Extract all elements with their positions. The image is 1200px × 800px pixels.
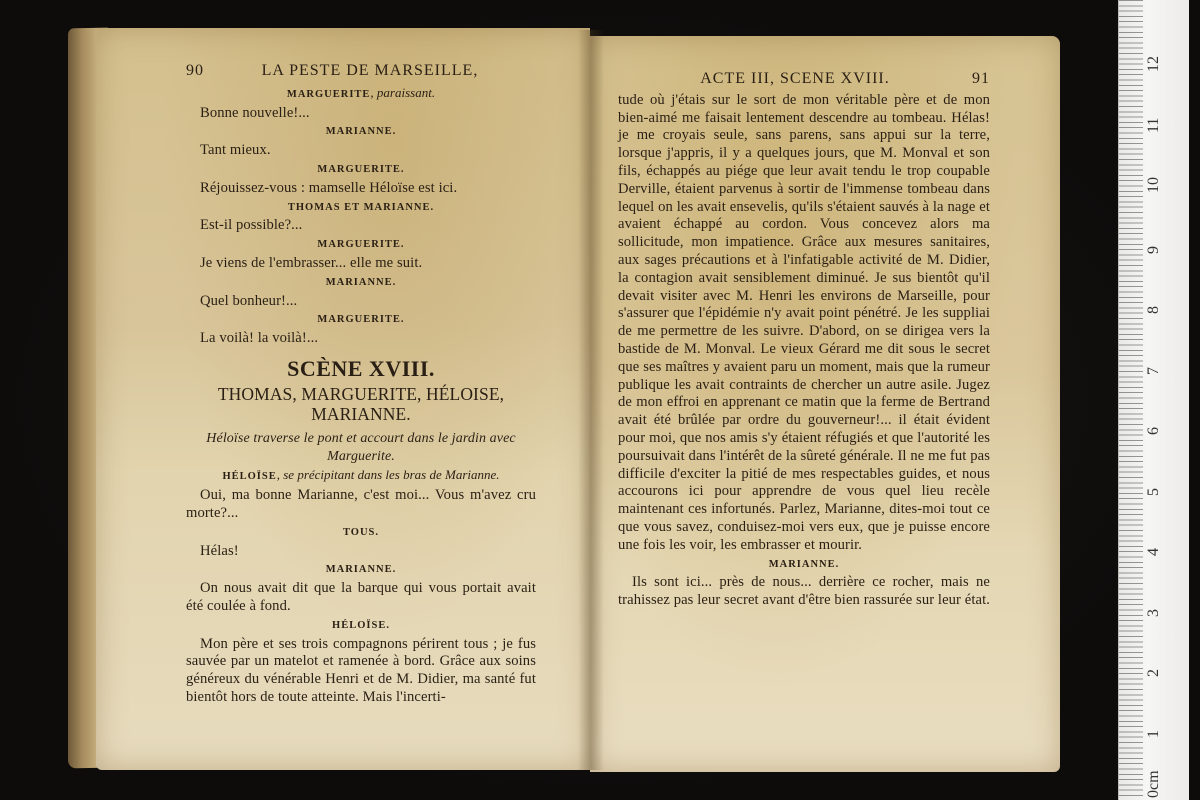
speaker-label: MARGUERITE. [317,314,405,326]
right-running-head [618,70,990,88]
speaker-label: MARGUERITE. [317,239,405,251]
left-page-text [186,62,536,707]
dialogue-line: Oui, ma bonne Marianne, c'est moi... Vous m'avez cru morte?... [186,487,536,521]
speaker-name [186,123,536,141]
speaker-name [186,466,536,486]
book-gutter [578,30,604,770]
speaker-label: TOUS. [342,526,380,538]
dialogue-line: On nous avait dit que la barque qui vous portait avait été coulée à fond. [186,580,536,614]
ruler-number: 10 [1145,177,1162,193]
speaker-label: MARGUERITE [286,88,371,100]
ruler-number: 9 [1145,245,1162,254]
ruler-number: 4 [1145,548,1162,556]
ruler-number: 5 [1145,487,1162,496]
speaker-name [186,199,536,217]
ruler-number: 7 [1145,366,1162,375]
ruler-number: 6 [1145,427,1162,435]
stage-direction: Héloïse traverse le pont et accourt dans le jardin avec Marguerite. [206,430,516,464]
speaker-name [186,561,536,579]
ruler-number: 1 [1145,729,1162,738]
speaker-name [186,274,536,292]
dialogue-line: Mon père et ses trois compagnons périrent tous ; je fus sauvée par un matelot et ramenée à bord. Grâce aux soins généreux du vénérable Henri et de M. Didier, ma santé fut bientôt hors de toute atteinte. Mais l'incerti- [186,635,536,705]
dialogue-line: La voilà! la voilà!... [200,330,319,347]
speaker-label: MARIANNE. [325,564,397,576]
right-running-title: ACTE III, SCENE XVIII. [700,70,890,87]
speaker-name [186,524,536,542]
ruler-ticks [1119,0,1143,800]
speaker-name [186,236,536,254]
ruler-number: 2 [1145,669,1162,677]
speaker-direction: , se précipitant dans les bras de Marianne. [276,467,500,483]
scene-characters: THOMAS, MARGUERITE, HÉLOISE, MARIANNE. [217,383,505,424]
dialogue-line: Est-il possible?... [200,217,303,234]
speaker-name [186,617,536,635]
measuring-ruler [1118,0,1189,800]
dialogue-line: Tant mieux. [200,142,271,159]
speaker-label: HÉLOÏSE [222,471,277,483]
dialogue-line: Je viens de l'embrasser... elle me suit. [200,254,423,271]
page-number-right: 91 [972,70,990,87]
right-page-text [618,70,990,610]
ruler-number: 3 [1145,608,1162,617]
dialogue-line: Quel bonheur!... [200,292,298,309]
scene-title: SCÈNE XVIII. [287,355,435,381]
speaker-label: THOMAS ET MARIANNE. [287,201,435,213]
left-dialogue [186,84,536,348]
dialogue-line: Hélas! [200,542,239,559]
heloise-speech: tude où j'étais sur le sort de mon véritable père et de mon bien-aimé me faisait lentement descendre au tombeau. Hélas! je me croyais seule, sans parens, sans appui sur la terre, lorsque j'appris, il y a quelques jours, que M. Monval et son fils, échappés au piége que leur avait tendu le trop coupable Derville, étaient parvenus à sortir de l'immense tombeau dans lequel on les avait ensevelis, qu'ils s'étaient sauvés à la nage et avaient échappé au cordon. Vous concevez alors ma sollicitude, mon impatience. Grâce aux mesures sanitaires, aux sages précautions et à l'infatigable activité de M. Didier, la contagion avait sensiblement diminué. Je sus bientôt qu'il devait visiter avec M. Henri les environs de Marseille, pour s'assurer que l'épidémie n'y avait point pénétré. Je les suppliai de me permettre de les suivre. D'abord, on se dirigea vers la bastide de M. Monval. Le vieux Gérard me dit sous le secret que ses maîtres y avaient paru un moment, mais que la rumeur publique les avait contraints de chercher un autre asile. Jugez de mon effroi en apprenant ce matin que la ferme de Bertrand avait été brûlée par ordre du gouverneur!... il était évident pour moi, que nos amis s'y étaient réfugiés et que l'autorité les poursuivait dans l'intérêt de la sûreté générale. Il ne me fut pas difficile d'exciter la pitié de mes respectables guides, et nous accourons ici pour apprendre de vous quel lieu recèle maintenant ces infortunés. Parlez, Marianne, dites-moi tout ce que vous savez, conduisez-moi vers eux, que je puisse encore une fois les voir, les embrasser et mourir. [618,91,990,553]
speaker-name: MARIANNE. [768,558,840,570]
dialogue-line: Réjouissez-vous : mamselle Héloïse est ici. [200,179,458,196]
left-dialogue-2 [186,466,536,706]
page-number-left: 90 [186,62,204,79]
speaker-label: MARIANNE. [325,126,397,138]
speaker-label: MARIANNE. [325,276,397,288]
left-running-head [186,62,536,80]
dialogue-line: Bonne nouvelle!... [200,104,310,121]
left-running-title: LA PESTE DE MARSEILLE, [261,62,479,79]
left-page [96,28,590,770]
ruler-number: 8 [1145,306,1162,314]
speaker-name [186,161,536,179]
speaker-name [186,84,536,104]
ruler-number: 11 [1145,117,1162,133]
right-page [590,36,1060,772]
marianne-reply: Ils sont ici... près de nous... derrière ce rocher, mais ne trahissez pas leur secret avant d'être bien rassurée sur leur état. [618,574,990,609]
ruler-number: 12 [1145,56,1162,72]
speaker-direction: , paraissant. [370,84,436,100]
speaker-label: MARGUERITE. [317,163,405,175]
ruler-number: 0cm [1145,770,1162,798]
speaker-name [186,311,536,329]
speaker-label: HÉLOÏSE. [332,619,390,631]
